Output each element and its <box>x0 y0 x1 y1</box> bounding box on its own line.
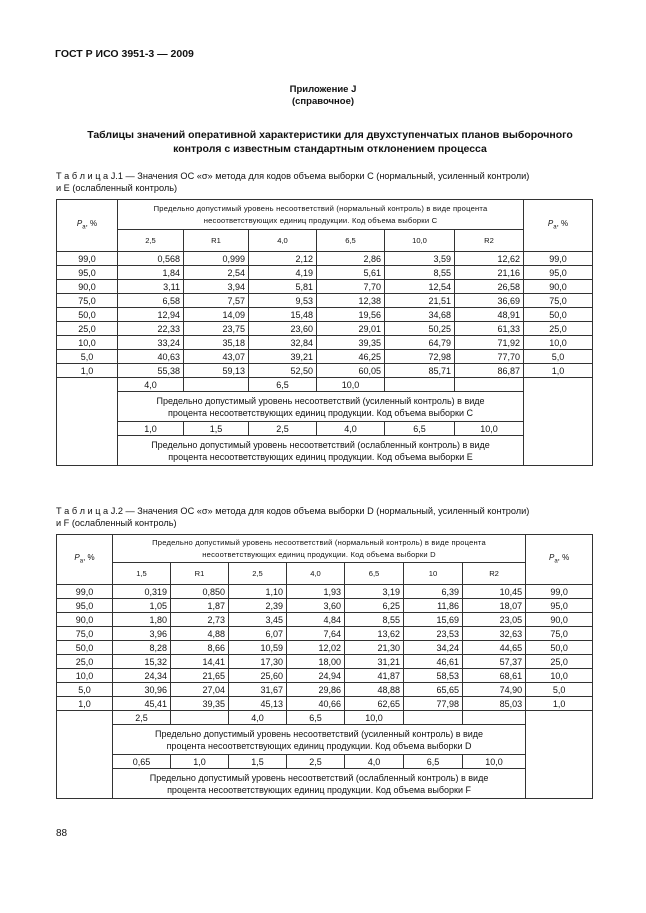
tightened-value <box>455 378 524 392</box>
value-cell: 59,13 <box>184 364 249 378</box>
value-cell: 9,53 <box>249 294 317 308</box>
pa-cell: 99,0 <box>57 585 113 599</box>
blank-cell <box>57 711 113 725</box>
value-cell: 61,33 <box>455 322 524 336</box>
value-cell: 2,54 <box>184 266 249 280</box>
value-cell: 18,07 <box>463 599 526 613</box>
value-cell: 31,67 <box>229 683 287 697</box>
value-cell: 33,24 <box>118 336 184 350</box>
value-cell: 8,55 <box>345 613 404 627</box>
value-cell: 12,62 <box>455 252 524 266</box>
value-cell: 6,58 <box>118 294 184 308</box>
table1-caption <box>56 170 596 194</box>
pa-cell: 1,0 <box>526 697 593 711</box>
column-header: 10,0 <box>385 230 455 252</box>
tightened-value: 6,5 <box>287 711 345 725</box>
value-cell: 3,11 <box>118 280 184 294</box>
value-cell: 40,63 <box>118 350 184 364</box>
tightened-value: 4,0 <box>118 378 184 392</box>
reduced-value: 2,5 <box>287 755 345 769</box>
column-header: R1 <box>184 230 249 252</box>
value-cell: 1,84 <box>118 266 184 280</box>
table1 <box>56 199 593 466</box>
value-cell: 36,69 <box>455 294 524 308</box>
pa-cell: 75,0 <box>526 627 593 641</box>
blank-cell <box>526 755 593 769</box>
pa-cell: 75,0 <box>57 627 113 641</box>
value-cell: 11,86 <box>404 599 463 613</box>
table-row <box>57 266 593 280</box>
table-row <box>57 308 593 322</box>
table-row <box>57 350 593 364</box>
value-cell: 57,37 <box>463 655 526 669</box>
table1-caption-line: и Е (ослабленный контроль) <box>56 183 178 193</box>
value-cell: 6,07 <box>229 627 287 641</box>
value-cell: 68,61 <box>463 669 526 683</box>
document-header: ГОСТ Р ИСО 3951-3 — 2009 <box>55 48 194 60</box>
pa-cell: 99,0 <box>526 585 593 599</box>
table-row <box>57 683 593 697</box>
value-cell: 21,51 <box>385 294 455 308</box>
column-header: 2,5 <box>229 563 287 585</box>
value-cell: 3,45 <box>229 613 287 627</box>
value-cell: 60,05 <box>317 364 385 378</box>
value-cell: 7,70 <box>317 280 385 294</box>
column-header: R1 <box>171 563 229 585</box>
value-cell: 0,850 <box>171 585 229 599</box>
value-cell: 0,999 <box>184 252 249 266</box>
value-cell: 4,84 <box>287 613 345 627</box>
table-row <box>57 294 593 308</box>
table-row <box>57 280 593 294</box>
reduced-value: 10,0 <box>455 422 524 436</box>
value-cell: 85,03 <box>463 697 526 711</box>
page-number: 88 <box>56 828 68 839</box>
value-cell: 55,38 <box>118 364 184 378</box>
value-cell: 18,00 <box>287 655 345 669</box>
pa-cell: 5,0 <box>526 683 593 697</box>
pa-cell: 25,0 <box>524 322 593 336</box>
appendix-title: Приложение J <box>289 84 357 95</box>
reduced-value: 10,0 <box>463 755 526 769</box>
value-cell: 29,01 <box>317 322 385 336</box>
reduced-value: 0,65 <box>113 755 171 769</box>
tightened-value: 10,0 <box>317 378 385 392</box>
pa-cell: 1,0 <box>57 697 113 711</box>
value-cell: 3,59 <box>385 252 455 266</box>
value-cell: 6,39 <box>404 585 463 599</box>
blank-cell <box>57 755 113 769</box>
tightened-value <box>385 378 455 392</box>
value-cell: 72,98 <box>385 350 455 364</box>
value-cell: 39,35 <box>171 697 229 711</box>
value-cell: 2,12 <box>249 252 317 266</box>
value-cell: 25,60 <box>229 669 287 683</box>
pa-header-right: $P_a$, % <box>524 200 593 252</box>
pa-cell: 5,0 <box>57 350 118 364</box>
table2-reduced-note: Предельно допустимый уровень несоответствий (ослабленный контроль) в виде процента несоответствующих единиц продукции. Код объема выборки F <box>113 769 526 799</box>
pa-cell: 75,0 <box>524 294 593 308</box>
table1-caption-line: Т а б л и ц а J.1 — Значения ОС «σ» метода для кодов объема выборки С (нормальный, усиленный контроли) <box>56 171 530 181</box>
value-cell: 27,04 <box>171 683 229 697</box>
value-cell: 71,92 <box>455 336 524 350</box>
value-cell: 23,75 <box>184 322 249 336</box>
pa-cell: 1,0 <box>57 364 118 378</box>
section-title <box>50 128 610 156</box>
value-cell: 32,84 <box>249 336 317 350</box>
value-cell: 48,88 <box>345 683 404 697</box>
value-cell: 24,94 <box>287 669 345 683</box>
tightened-value <box>171 711 229 725</box>
table-row <box>57 585 593 599</box>
value-cell: 34,24 <box>404 641 463 655</box>
reduced-value: 1,5 <box>229 755 287 769</box>
value-cell: 5,81 <box>249 280 317 294</box>
column-header: 1,5 <box>113 563 171 585</box>
table-row <box>57 364 593 378</box>
table-row <box>57 655 593 669</box>
value-cell: 4,88 <box>171 627 229 641</box>
pa-cell: 5,0 <box>524 350 593 364</box>
value-cell: 7,57 <box>184 294 249 308</box>
pa-cell: 99,0 <box>524 252 593 266</box>
reduced-value: 6,5 <box>404 755 463 769</box>
pa-cell: 90,0 <box>57 613 113 627</box>
value-cell: 34,68 <box>385 308 455 322</box>
value-cell: 17,30 <box>229 655 287 669</box>
pa-cell: 25,0 <box>57 322 118 336</box>
value-cell: 23,05 <box>463 613 526 627</box>
pa-cell: 50,0 <box>524 308 593 322</box>
table1-normal-header: Предельно допустимый уровень несоответствий (нормальный контроль) в виде процента несоответствующих единиц продукции. Код объема выборки С <box>118 200 524 230</box>
value-cell: 39,35 <box>317 336 385 350</box>
column-header: 6,5 <box>345 563 404 585</box>
value-cell: 52,50 <box>249 364 317 378</box>
value-cell: 43,07 <box>184 350 249 364</box>
table1-tightened-note: Предельно допустимый уровень несоответствий (усиленный контроль) в виде процента несоответствующих единиц продукции. Код объема выборки С <box>118 392 524 422</box>
tightened-value: 10,0 <box>345 711 404 725</box>
pa-header-right: $P_a$, % <box>526 535 593 585</box>
table-row <box>57 613 593 627</box>
pa-cell: 10,0 <box>524 336 593 350</box>
value-cell: 12,02 <box>287 641 345 655</box>
value-cell: 48,91 <box>455 308 524 322</box>
table-row <box>57 599 593 613</box>
value-cell: 15,32 <box>113 655 171 669</box>
pa-cell: 95,0 <box>524 266 593 280</box>
value-cell: 40,66 <box>287 697 345 711</box>
value-cell: 21,30 <box>345 641 404 655</box>
value-cell: 1,05 <box>113 599 171 613</box>
tightened-value: 4,0 <box>229 711 287 725</box>
value-cell: 0,568 <box>118 252 184 266</box>
value-cell: 3,96 <box>113 627 171 641</box>
value-cell: 58,53 <box>404 669 463 683</box>
value-cell: 44,65 <box>463 641 526 655</box>
tightened-value <box>404 711 463 725</box>
value-cell: 35,18 <box>184 336 249 350</box>
value-cell: 6,25 <box>345 599 404 613</box>
table2 <box>56 534 593 799</box>
table-row <box>57 697 593 711</box>
value-cell: 3,19 <box>345 585 404 599</box>
blank-cell <box>57 378 118 392</box>
pa-header-left: $P_a$, % <box>57 535 113 585</box>
blank-cell <box>526 711 593 725</box>
value-cell: 10,45 <box>463 585 526 599</box>
value-cell: 12,94 <box>118 308 184 322</box>
pa-cell: 90,0 <box>526 613 593 627</box>
table2-caption-line: Т а б л и ц а J.2 — Значения ОС «σ» метода для кодов объема выборки D (нормальный, усиленный контроли) <box>56 506 530 516</box>
column-header: 6,5 <box>317 230 385 252</box>
value-cell: 62,65 <box>345 697 404 711</box>
reduced-value: 4,0 <box>345 755 404 769</box>
pa-cell: 99,0 <box>57 252 118 266</box>
value-cell: 39,21 <box>249 350 317 364</box>
pa-cell: 1,0 <box>524 364 593 378</box>
value-cell: 13,62 <box>345 627 404 641</box>
value-cell: 14,09 <box>184 308 249 322</box>
table2-caption-line: и F (ослабленный контроль) <box>56 518 177 528</box>
column-header: R2 <box>455 230 524 252</box>
value-cell: 0,319 <box>113 585 171 599</box>
column-header: 4,0 <box>287 563 345 585</box>
value-cell: 50,25 <box>385 322 455 336</box>
reduced-value: 1,5 <box>184 422 249 436</box>
value-cell: 1,93 <box>287 585 345 599</box>
value-cell: 24,34 <box>113 669 171 683</box>
value-cell: 15,69 <box>404 613 463 627</box>
pa-cell: 10,0 <box>526 669 593 683</box>
value-cell: 12,38 <box>317 294 385 308</box>
value-cell: 77,70 <box>455 350 524 364</box>
value-cell: 32,63 <box>463 627 526 641</box>
appendix-subtitle: (справочное) <box>291 96 355 107</box>
value-cell: 22,33 <box>118 322 184 336</box>
value-cell: 8,28 <box>113 641 171 655</box>
table-row <box>57 669 593 683</box>
reduced-value: 2,5 <box>249 422 317 436</box>
table-row <box>57 641 593 655</box>
value-cell: 41,87 <box>345 669 404 683</box>
pa-cell: 95,0 <box>526 599 593 613</box>
pa-cell: 50,0 <box>57 308 118 322</box>
pa-cell: 25,0 <box>526 655 593 669</box>
value-cell: 86,87 <box>455 364 524 378</box>
value-cell: 23,60 <box>249 322 317 336</box>
value-cell: 2,86 <box>317 252 385 266</box>
reduced-value: 1,0 <box>118 422 184 436</box>
value-cell: 5,61 <box>317 266 385 280</box>
value-cell: 3,94 <box>184 280 249 294</box>
value-cell: 21,65 <box>171 669 229 683</box>
table2-tightened-note: Предельно допустимый уровень несоответствий (усиленный контроль) в виде процента несоответствующих единиц продукции. Код объема выборки D <box>113 725 526 755</box>
pa-cell: 90,0 <box>57 280 118 294</box>
value-cell: 7,64 <box>287 627 345 641</box>
value-cell: 3,60 <box>287 599 345 613</box>
value-cell: 77,98 <box>404 697 463 711</box>
value-cell: 26,58 <box>455 280 524 294</box>
section-title-line: Таблицы значений оперативной характеристики для двухступенчатых планов выборочного <box>87 129 573 141</box>
value-cell: 8,66 <box>171 641 229 655</box>
pa-cell: 95,0 <box>57 266 118 280</box>
table-row <box>57 336 593 350</box>
value-cell: 8,55 <box>385 266 455 280</box>
value-cell: 2,73 <box>171 613 229 627</box>
value-cell: 45,41 <box>113 697 171 711</box>
value-cell: 15,48 <box>249 308 317 322</box>
value-cell: 12,54 <box>385 280 455 294</box>
column-header: 2,5 <box>118 230 184 252</box>
value-cell: 1,87 <box>171 599 229 613</box>
tightened-value <box>463 711 526 725</box>
value-cell: 19,56 <box>317 308 385 322</box>
value-cell: 14,41 <box>171 655 229 669</box>
column-header: 10 <box>404 563 463 585</box>
blank-cell <box>524 378 593 392</box>
table1-reduced-note: Предельно допустимый уровень несоответствий (ослабленный контроль) в виде процента несоответствующих единиц продукции. Код объема выборки Е <box>118 436 524 466</box>
value-cell: 31,21 <box>345 655 404 669</box>
pa-cell: 50,0 <box>57 641 113 655</box>
pa-cell: 10,0 <box>57 336 118 350</box>
reduced-value: 6,5 <box>385 422 455 436</box>
table-row <box>57 322 593 336</box>
tightened-value: 6,5 <box>249 378 317 392</box>
column-header: 4,0 <box>249 230 317 252</box>
pa-cell: 95,0 <box>57 599 113 613</box>
table-row <box>57 252 593 266</box>
section-title-line: контроля с известным стандартным отклонением процесса <box>173 143 487 155</box>
pa-cell: 25,0 <box>57 655 113 669</box>
value-cell: 4,19 <box>249 266 317 280</box>
value-cell: 10,59 <box>229 641 287 655</box>
value-cell: 21,16 <box>455 266 524 280</box>
pa-cell: 50,0 <box>526 641 593 655</box>
table2-caption <box>56 505 596 529</box>
pa-cell: 75,0 <box>57 294 118 308</box>
value-cell: 2,39 <box>229 599 287 613</box>
pa-cell: 5,0 <box>57 683 113 697</box>
value-cell: 29,86 <box>287 683 345 697</box>
value-cell: 65,65 <box>404 683 463 697</box>
value-cell: 30,96 <box>113 683 171 697</box>
value-cell: 85,71 <box>385 364 455 378</box>
table2-normal-header: Предельно допустимый уровень несоответствий (нормальный контроль) в виде процента несоответствующих единиц продукции. Код объема выборки D <box>113 535 526 563</box>
tightened-value: 2,5 <box>113 711 171 725</box>
value-cell: 46,61 <box>404 655 463 669</box>
value-cell: 46,25 <box>317 350 385 364</box>
value-cell: 1,10 <box>229 585 287 599</box>
pa-header-left: $P_a$, % <box>57 200 118 252</box>
reduced-value: 1,0 <box>171 755 229 769</box>
column-header: R2 <box>463 563 526 585</box>
pa-cell: 90,0 <box>524 280 593 294</box>
value-cell: 74,90 <box>463 683 526 697</box>
value-cell: 1,80 <box>113 613 171 627</box>
pa-cell: 10,0 <box>57 669 113 683</box>
blank-cell <box>524 422 593 436</box>
value-cell: 23,53 <box>404 627 463 641</box>
table-row <box>57 627 593 641</box>
reduced-value: 4,0 <box>317 422 385 436</box>
value-cell: 64,79 <box>385 336 455 350</box>
tightened-value <box>184 378 249 392</box>
blank-cell <box>57 422 118 436</box>
value-cell: 45,13 <box>229 697 287 711</box>
